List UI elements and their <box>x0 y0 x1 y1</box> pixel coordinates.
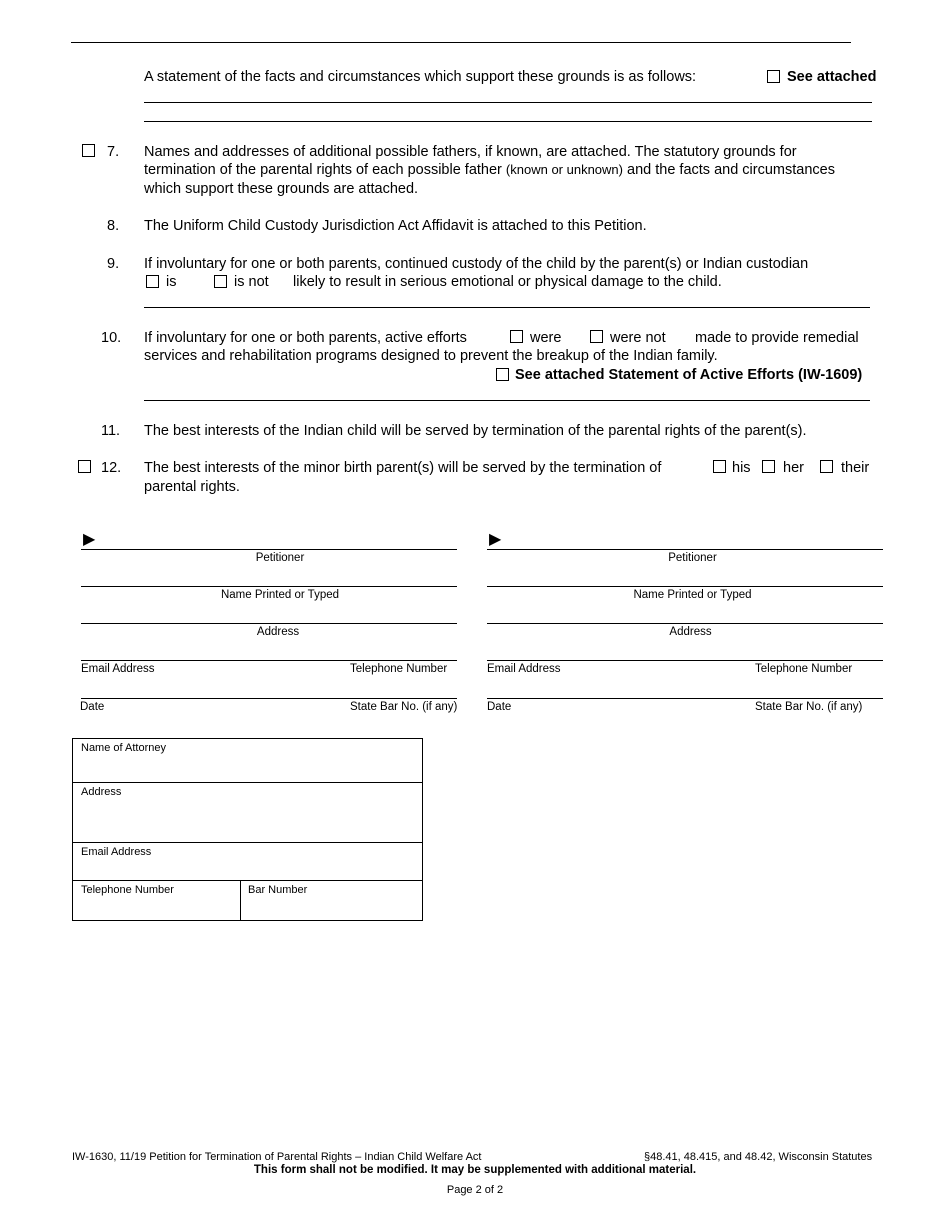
right-name-label: Name Printed or Typed <box>633 589 752 601</box>
right-signature-arrow-icon: ▶ <box>489 531 502 548</box>
left-signature-arrow-icon: ▶ <box>83 531 96 548</box>
right-state-bar-label: State Bar No. (if any) <box>755 701 863 713</box>
item-7-line-2 <box>144 161 835 179</box>
attorney-row-divider <box>240 881 241 920</box>
top-rule <box>71 42 851 43</box>
right-date-bar-line[interactable] <box>487 698 883 699</box>
right-email-label: Email Address <box>487 663 561 675</box>
item-10-were-checkbox[interactable] <box>510 330 523 343</box>
item-12-his-checkbox[interactable] <box>713 460 726 473</box>
left-address-label: Address <box>256 626 300 638</box>
left-telephone-label: Telephone Number <box>350 663 448 675</box>
statement-blank-line-2[interactable] <box>144 121 872 122</box>
left-date-label: Date <box>80 701 105 713</box>
left-signature-line[interactable] <box>81 549 457 550</box>
item-7-line-2c: and the facts and circumstances <box>627 162 835 178</box>
attorney-telephone-label: Telephone Number <box>81 884 174 896</box>
attorney-bar-number-label: Bar Number <box>248 884 308 896</box>
item-12-her-label: her <box>783 460 804 476</box>
item-9-is-label: is <box>166 274 177 290</box>
left-email-label: Email Address <box>81 663 155 675</box>
item-12-line-2: parental rights. <box>144 479 240 495</box>
item-10-were-not-label: were not <box>610 330 666 346</box>
item-7-line-2a: termination of the parental rights of each possible father <box>144 162 502 178</box>
item-10-line-1b: made to provide remedial <box>695 330 859 346</box>
item-10-were-label: were <box>530 330 562 346</box>
left-name-label: Name Printed or Typed <box>220 589 340 601</box>
attorney-phone-bar-row <box>73 881 422 920</box>
left-date-bar-line[interactable] <box>81 698 457 699</box>
item-7-line-1: Names and addresses of additional possible fathers, if known, are attached. The statutory grounds for <box>144 144 797 160</box>
attorney-email-label: Email Address <box>81 846 152 858</box>
item-9-is-checkbox[interactable] <box>146 275 159 288</box>
statement-blank-line-1[interactable] <box>144 102 872 103</box>
item-10-line-1a: If involuntary for one or both parents, active efforts <box>144 330 467 346</box>
item-12-number: 12. <box>101 460 122 476</box>
right-signature-line[interactable] <box>487 549 883 550</box>
left-name-line[interactable] <box>81 586 457 587</box>
left-petitioner-label: Petitioner <box>255 552 305 564</box>
item-9-number: 9. <box>107 256 120 272</box>
item-12-their-label: their <box>841 460 870 476</box>
item-12-checkbox[interactable] <box>78 460 91 473</box>
footer-form-id: IW-1630, 11/19 Petition for Termination of Parental Rights – Indian Child Welfare Act <box>72 1151 482 1163</box>
right-name-line[interactable] <box>487 586 883 587</box>
item-8-text: The Uniform Child Custody Jurisdiction Act Affidavit is attached to this Petition. <box>144 218 647 234</box>
item-7-line-3: which support these grounds are attached. <box>144 181 419 197</box>
footer-notice: This form shall not be modified. It may be supplemented with additional material. <box>253 1164 697 1176</box>
item-10-line-2: services and rehabilitation programs designed to prevent the breakup of the Indian family. <box>144 348 718 364</box>
item-12-line-1: The best interests of the minor birth parent(s) will be served by the termination of <box>144 460 662 476</box>
left-email-phone-line[interactable] <box>81 660 457 661</box>
footer-page-number: Page 2 of 2 <box>446 1184 504 1196</box>
see-attached-checkbox[interactable] <box>767 70 780 83</box>
right-email-phone-line[interactable] <box>487 660 883 661</box>
right-petitioner-label: Petitioner <box>668 552 717 564</box>
item-10-see-attached-label: See attached Statement of Active Efforts (IW-1609) <box>515 367 863 383</box>
item-7-known-unknown: (known or unknown) <box>505 162 623 177</box>
item-11-text: The best interests of the Indian child will be served by termination of the parental rights of the parent(s). <box>144 423 807 439</box>
left-state-bar-label: State Bar No. (if any) <box>350 701 458 713</box>
item-10-number: 10. <box>101 330 122 346</box>
item-10-were-not-checkbox[interactable] <box>590 330 603 343</box>
item-9-is-not-checkbox[interactable] <box>214 275 227 288</box>
right-date-label: Date <box>487 701 512 713</box>
attorney-address-label: Address <box>81 786 122 798</box>
item-11-number: 11. <box>101 423 121 439</box>
item-8-number: 8. <box>107 218 120 234</box>
attorney-name-field[interactable] <box>73 739 422 783</box>
attorney-name-label: Name of Attorney <box>81 742 166 754</box>
footer-statutes: §48.41, 48.415, and 48.42, Wisconsin Statutes <box>644 1151 873 1163</box>
item-9-blank-line[interactable] <box>144 307 870 308</box>
item-10-blank-line[interactable] <box>144 400 870 401</box>
item-12-their-checkbox[interactable] <box>820 460 833 473</box>
item-9-line-2: likely to result in serious emotional or physical damage to the child. <box>293 274 722 290</box>
item-12-his-label: his <box>732 460 751 476</box>
right-telephone-label: Telephone Number <box>755 663 853 675</box>
see-attached-label: See attached <box>787 69 877 85</box>
attorney-info-box <box>72 738 423 921</box>
right-address-line[interactable] <box>487 623 883 624</box>
item-7-number: 7. <box>107 144 120 160</box>
statement-text: A statement of the facts and circumstances which support these grounds is as follows: <box>144 69 697 85</box>
item-9-line-1: If involuntary for one or both parents, continued custody of the child by the parent(s) or Indian custodian <box>144 256 809 272</box>
item-10-see-attached-checkbox[interactable] <box>496 368 509 381</box>
item-9-is-not-label: is not <box>234 274 269 290</box>
attorney-email-field[interactable] <box>73 843 422 881</box>
right-address-label: Address <box>669 626 712 638</box>
attorney-address-field[interactable] <box>73 783 422 843</box>
item-12-her-checkbox[interactable] <box>762 460 775 473</box>
left-address-line[interactable] <box>81 623 457 624</box>
item-7-checkbox[interactable] <box>82 144 95 157</box>
